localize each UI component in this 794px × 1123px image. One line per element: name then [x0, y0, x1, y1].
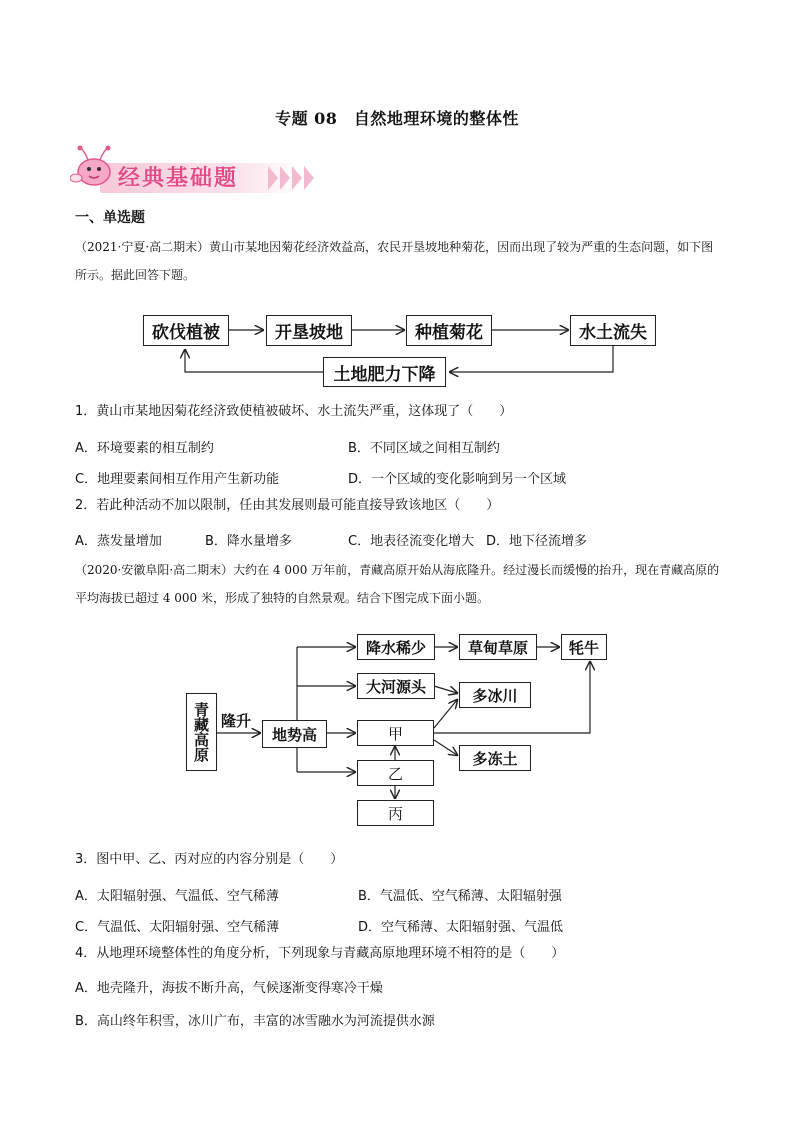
section-heading: 一、单选题 — [75, 210, 145, 226]
uplift-label: 隆升 — [221, 712, 252, 730]
flow-box-yi: 乙 — [357, 760, 434, 786]
question-4-stem: 4．从地理环境整体性的角度分析，下列现象与青藏高原地理环境不相符的是（ ） — [75, 946, 565, 961]
question-3-option-b: B．气温低、空气稀薄、太阳辐射强 — [358, 889, 562, 904]
passage-2: （2020·安徽阜阳·高二期末）大约在 4 000 万年前，青藏高原开始从海底隆升。经过漫长而缓慢的抬升，现在青藏高原的平均海拔已超过 4 000 米，形成了独特的自然景观。结合下图完成下面小题。 — [75, 563, 720, 605]
flow-box-high-terrain: 地势高 — [262, 720, 327, 748]
flow-box-river-source: 大河源头 — [357, 673, 435, 699]
flow-box-meadow-steppe: 草甸草原 — [459, 634, 537, 660]
flow-box-low-rainfall: 降水稀少 — [357, 634, 435, 660]
flow-box-plant-chrysanthemum: 种植菊花 — [406, 315, 492, 346]
flow-box-jia: 甲 — [357, 720, 434, 746]
document-title: 专题 08 自然地理环境的整体性 — [275, 109, 519, 128]
question-1-option-c: C．地理要素间相互作用产生新功能 — [75, 472, 280, 487]
flow-box-soil-erosion: 水土流失 — [570, 315, 656, 346]
flow-box-many-glaciers: 多冰川 — [459, 682, 531, 708]
flow-box-cut-vegetation: 砍伐植被 — [143, 315, 229, 346]
flow-box-plateau: 青藏高原 — [186, 693, 217, 771]
question-4-option-b: B．高山终年积雪，冰川广布，丰富的冰雪融水为河流提供水源 — [75, 1014, 435, 1029]
flow-box-fertility-decline: 土地肥力下降 — [323, 357, 446, 387]
question-3-option-d: D．空气稀薄、太阳辐射强、气温低 — [358, 920, 564, 935]
flow-box-bing: 丙 — [357, 800, 434, 826]
flow-box-reclaim-slope: 开垦坡地 — [266, 315, 352, 346]
question-3-stem: 3．图中甲、乙、丙对应的内容分别是（ ） — [75, 852, 344, 867]
question-2-option-c: C．地表径流变化增大 — [348, 534, 475, 549]
question-1-option-a: A．环境要素的相互制约 — [75, 441, 214, 456]
flow-box-yak: 牦牛 — [561, 634, 607, 660]
banner-title: 经典基础题 — [118, 166, 239, 191]
question-2-stem: 2．若此种活动不加以限制，任由其发展则最可能直接导致该地区（ ） — [75, 498, 500, 513]
question-1-option-d: D．一个区域的变化影响到另一个区域 — [348, 472, 567, 487]
question-2-option-d: D．地下径流增多 — [486, 534, 588, 549]
flow-box-permafrost: 多冻土 — [459, 745, 531, 771]
question-3-option-a: A．太阳辐射强、气温低、空气稀薄 — [75, 889, 279, 904]
question-1-stem: 1．黄山市某地因菊花经济致使植被破坏、水土流失严重，这体现了（ ） — [75, 404, 513, 419]
question-4-option-a: A．地壳隆升，海拔不断升高，气候逐渐变得寒冷干燥 — [75, 981, 383, 996]
question-3-option-c: C．气温低、太阳辐射强、空气稀薄 — [75, 920, 280, 935]
question-2-option-a: A．蒸发量增加 — [75, 534, 162, 549]
passage-1: （2021·宁夏·高二期末）黄山市某地因菊花经济效益高，农民开垦坡地种菊花，因而出现了较为严重的生态问题，如下图所示。据此回答下题。 — [75, 240, 714, 282]
question-2-option-b: B．降水量增多 — [205, 534, 292, 549]
question-1-option-b: B．不同区域之间相互制约 — [348, 441, 500, 456]
